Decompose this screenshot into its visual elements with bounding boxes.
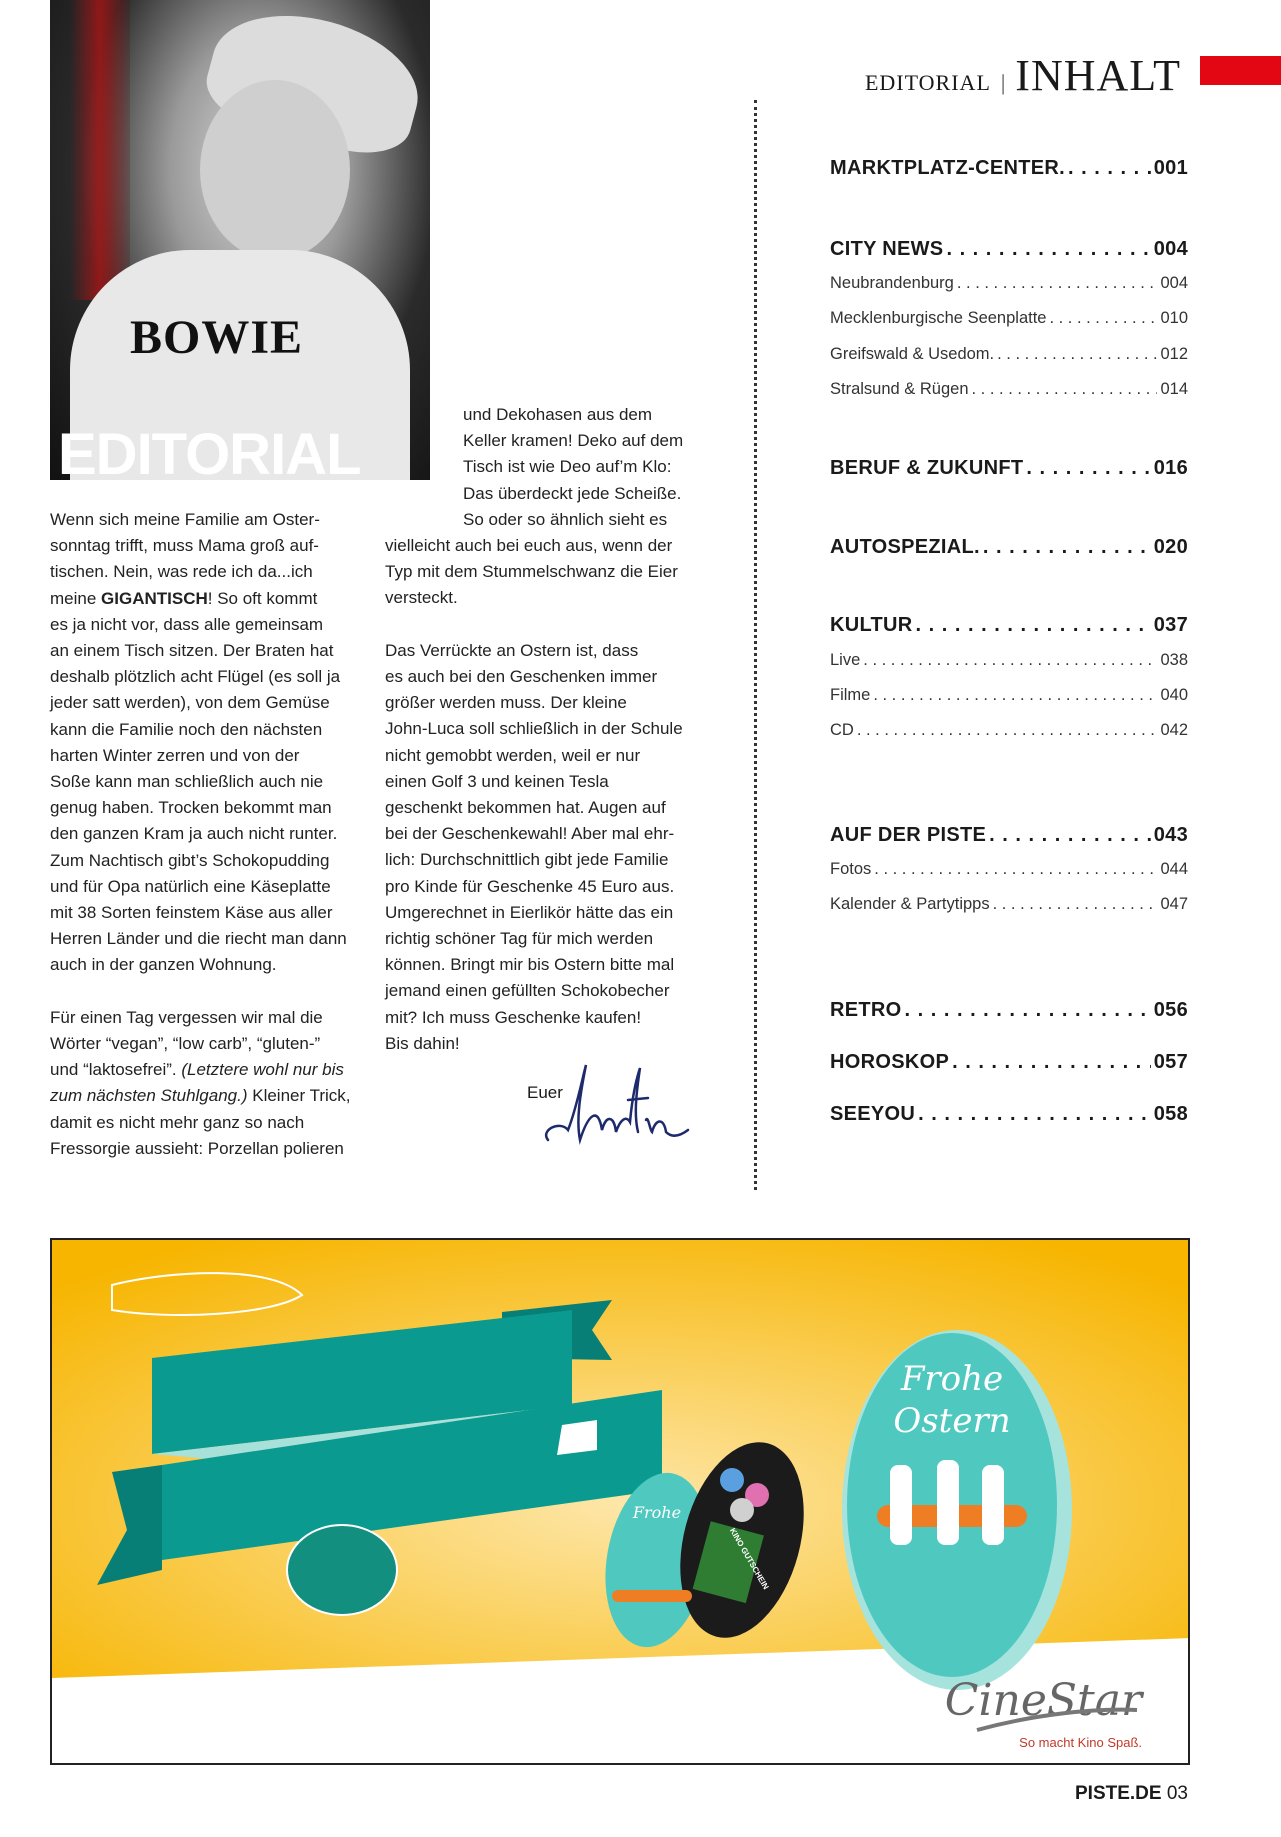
toc-page: 016	[1153, 457, 1188, 479]
toc-entry[interactable]	[830, 721, 1188, 740]
text-line: jeder satt werden), von dem Gemüse	[50, 693, 330, 713]
text-line: den ganzen Kram ja auch nicht runter.	[50, 824, 338, 844]
text-line: mit? Ich muss Geschenke kaufen!	[385, 1007, 642, 1027]
header-section: EDITORIAL	[864, 70, 991, 95]
text-segment: (Letztere wohl nur bis	[181, 1060, 344, 1080]
dot-leader	[905, 999, 1151, 1022]
text-line: Keller kramen! Deko auf dem	[463, 431, 684, 451]
text-line: Umgerechnet in Eierlikör hätte das ein	[385, 902, 674, 922]
dot-leader	[863, 651, 1157, 670]
toc-page: 001	[1153, 157, 1188, 179]
toc-entry[interactable]	[830, 274, 1188, 293]
text-line: jemand einen gefüllten Schokobecher	[385, 981, 670, 1001]
text-line: versteckt.	[385, 588, 458, 608]
easter-ad-graphic	[52, 1240, 1190, 1765]
text-line: Das überdeckt jede Scheiße.	[463, 483, 682, 503]
dot-leader	[857, 721, 1158, 740]
dot-leader	[993, 895, 1158, 914]
text-line: können. Bringt mir bis Ostern bitte mal	[385, 955, 675, 975]
toc-label: Mecklenburgische Seenplatte	[830, 309, 1047, 327]
toc-page: 020	[1153, 536, 1188, 558]
text-line: harten Winter zerren und von der	[50, 745, 300, 765]
toc-label: Greifswald & Usedom.	[830, 345, 995, 363]
text-line: einen Golf 3 und keinen Tesla	[385, 771, 609, 791]
sign-off: Euer	[527, 1083, 563, 1102]
toc-page: 012	[1160, 345, 1188, 363]
toc-page: 037	[1153, 614, 1188, 636]
toc-label: Neubrandenburg	[830, 274, 954, 292]
dot-leader	[952, 1051, 1151, 1074]
column-divider	[754, 100, 757, 1190]
text-segment: meine	[50, 588, 102, 608]
text-line: Fressorgie aussieht: Porzellan polieren	[50, 1138, 344, 1158]
text-line: Soße kann man schließlich auch nie	[50, 772, 324, 792]
toc-page: 014	[1160, 380, 1188, 398]
editorial-photo	[50, 0, 430, 480]
toc-entry[interactable]	[830, 686, 1188, 705]
dot-leader	[916, 614, 1151, 637]
voucher-label: KINO GUTSCHEIN	[727, 1526, 771, 1592]
text-line	[50, 979, 351, 1005]
portrait-head	[200, 80, 350, 260]
toc-label: HOROSKOP	[830, 1051, 950, 1073]
toc-entry[interactable]	[830, 860, 1188, 879]
toc-page: 042	[1160, 721, 1188, 739]
text-line: und für Opa natürlich eine Käseplatte	[50, 876, 331, 896]
toc-page: 004	[1153, 238, 1188, 260]
signature	[540, 1060, 690, 1150]
text-line: es auch bei den Geschenken immer	[385, 667, 658, 687]
toc-label: AUF DER PISTE	[830, 824, 987, 846]
dot-leader	[1026, 457, 1150, 480]
text-line: So oder so ähnlich sieht es	[463, 509, 668, 529]
cinestar-advertisement[interactable]	[50, 1238, 1190, 1765]
toc-entry[interactable]	[830, 345, 1188, 364]
text-line: Bis dahin!	[385, 1033, 460, 1053]
toc-label: Filme	[830, 686, 871, 704]
toc-entry[interactable]	[830, 614, 1188, 637]
text-line: pro Kinde für Geschenke 45 Euro aus.	[385, 876, 675, 896]
text-line: an einem Tisch sitzen. Der Braten hat	[50, 641, 334, 661]
toc-page: 057	[1153, 1051, 1188, 1073]
text-line: Typ mit dem Stummelschwanz die Eier	[385, 562, 678, 582]
cinestar-tagline: So macht Kino Spaß.	[1019, 1735, 1142, 1750]
toc-entry[interactable]	[830, 309, 1188, 328]
editorial-title: EDITORIAL	[58, 422, 361, 480]
text-line	[385, 612, 683, 638]
dot-leader	[874, 860, 1157, 879]
text-line: deshalb plötzlich acht Flügel (es soll ja	[50, 667, 341, 687]
cinestar-logo: CineStar	[944, 1675, 1142, 1726]
toc-page: 043	[1153, 824, 1188, 846]
text-line: auch in der ganzen Wohnung.	[50, 955, 277, 975]
egg-greeting-line2: Ostern	[893, 1401, 1011, 1441]
toc-page: 040	[1160, 686, 1188, 704]
toc-label: Live	[830, 651, 861, 669]
text-line: genug haben. Trocken bekommt man	[50, 798, 332, 818]
text-line: Wörter “vegan”, “low carb”, “gluten-”	[50, 1034, 321, 1054]
toc-page: 038	[1160, 651, 1188, 669]
text-line: Für einen Tag vergessen wir mal die	[50, 1007, 323, 1027]
toc-label: Kalender & Partytipps	[830, 895, 990, 913]
toc-label: RETRO	[830, 999, 902, 1021]
toc-page: 056	[1153, 999, 1188, 1021]
text-line: mit 38 Sorten feinstem Käse aus aller	[50, 903, 333, 923]
text-line: nicht gemobbt werden, weil er nur	[385, 745, 641, 765]
small-egg-greeting: Frohe	[632, 1503, 682, 1522]
teal-circle	[287, 1525, 397, 1615]
editorial-column-1	[50, 507, 351, 1162]
text-segment: und “laktosefrei”.	[50, 1060, 182, 1080]
dot-leader	[989, 824, 1151, 847]
text-line: geschenkt bekommen hat. Augen auf	[385, 798, 666, 818]
text-line: richtig schöner Tag für mich werden	[385, 929, 654, 949]
text-line: Tisch ist wie Deo auf’m Klo:	[463, 457, 672, 477]
toc-entry[interactable]	[830, 895, 1188, 914]
toc-page: 010	[1160, 309, 1188, 327]
text-line: bei der Geschenkewahl! Aber mal ehr-	[385, 824, 675, 844]
text-segment: ! So oft kommt	[207, 588, 318, 608]
toc-label: Stralsund & Rügen	[830, 380, 969, 398]
dot-leader	[918, 1103, 1151, 1126]
text-line: Wenn sich meine Familie am Oster-	[50, 510, 320, 529]
editorial-column-2	[385, 402, 683, 1057]
toc-label: CD	[830, 721, 854, 739]
dot-leader	[1068, 157, 1151, 180]
page-footer	[1075, 1783, 1188, 1805]
dot-leader	[957, 274, 1158, 293]
toc-entry[interactable]	[830, 536, 1188, 559]
toc-label: MARKTPLATZ-CENTER.	[830, 157, 1065, 179]
toc-label: Fotos	[830, 860, 872, 878]
toc-page: 004	[1160, 274, 1188, 292]
dot-leader	[983, 536, 1151, 559]
text-line: vielleicht auch bei euch aus, wenn der	[385, 536, 673, 556]
toc-label: SEEYOU	[830, 1103, 916, 1125]
dot-leader	[1049, 309, 1157, 328]
text-line: Das Verrückte an Ostern ist, dass	[385, 640, 639, 660]
text-line: sonntag trifft, muss Mama groß auf-	[50, 536, 319, 556]
text-segment: zum nächsten Stuhlgang.)	[50, 1086, 248, 1106]
dot-leader	[946, 238, 1150, 261]
text-segment: GIGANTISCH	[101, 588, 208, 608]
text-line: tischen. Nein, was rede ich da...ich	[50, 562, 313, 582]
toc-page: 058	[1153, 1103, 1188, 1125]
text-line: es ja nicht vor, dass alle gemeinsam	[50, 614, 324, 634]
shirt-print: BOWIE	[130, 311, 304, 364]
text-line: lich: Durchschnittlich gibt jede Familie	[385, 850, 669, 870]
toc-entry[interactable]	[830, 457, 1188, 480]
red-light-streak	[70, 0, 130, 300]
text-line	[50, 586, 351, 612]
text-line: Herren Länder und die riecht man dann	[50, 929, 347, 949]
text-line	[50, 1057, 351, 1083]
egg-greeting-line1: Frohe	[900, 1359, 1004, 1399]
toc-entry[interactable]	[830, 824, 1188, 847]
header-title: INHALT	[1015, 51, 1181, 100]
text-line: damit es nicht mehr ganz so nach	[50, 1112, 305, 1132]
text-line: kann die Familie noch den nächsten	[50, 719, 323, 739]
dot-leader	[873, 686, 1157, 705]
text-segment: Kleiner Trick,	[247, 1086, 351, 1106]
toc-entry[interactable]	[830, 238, 1188, 261]
toc-label: AUTOSPEZIAL.	[830, 536, 980, 558]
accent-bar	[1200, 56, 1281, 85]
toc-label: KULTUR	[830, 614, 913, 636]
footer-site: PISTE.DE	[1075, 1783, 1162, 1804]
dot-leader	[972, 380, 1158, 399]
text-line: größer werden muss. Der kleine	[385, 693, 627, 713]
page-number: 03	[1166, 1783, 1188, 1804]
toc-label: CITY NEWS	[830, 238, 944, 260]
header-separator: |	[1000, 70, 1006, 95]
section-header	[865, 50, 1181, 101]
toc-label: BERUF & ZUKUNFT	[830, 457, 1024, 479]
dot-leader	[997, 345, 1157, 364]
toc-entry[interactable]	[830, 157, 1188, 180]
toc-entry[interactable]	[830, 651, 1188, 670]
text-line: John-Luca soll schließlich in der Schule	[385, 719, 683, 739]
toc-page: 047	[1160, 895, 1188, 913]
text-line	[50, 1083, 351, 1109]
toc-entry[interactable]	[830, 1051, 1188, 1074]
toc-entry[interactable]	[830, 380, 1188, 399]
ribbon-tag	[557, 1420, 597, 1455]
toc-page: 044	[1160, 860, 1188, 878]
toc-entry[interactable]	[830, 999, 1188, 1022]
text-line: Zum Nachtisch gibt’s Schokopudding	[50, 850, 330, 870]
toc-entry[interactable]	[830, 1103, 1188, 1126]
text-line: und Dekohasen aus dem	[463, 405, 653, 424]
